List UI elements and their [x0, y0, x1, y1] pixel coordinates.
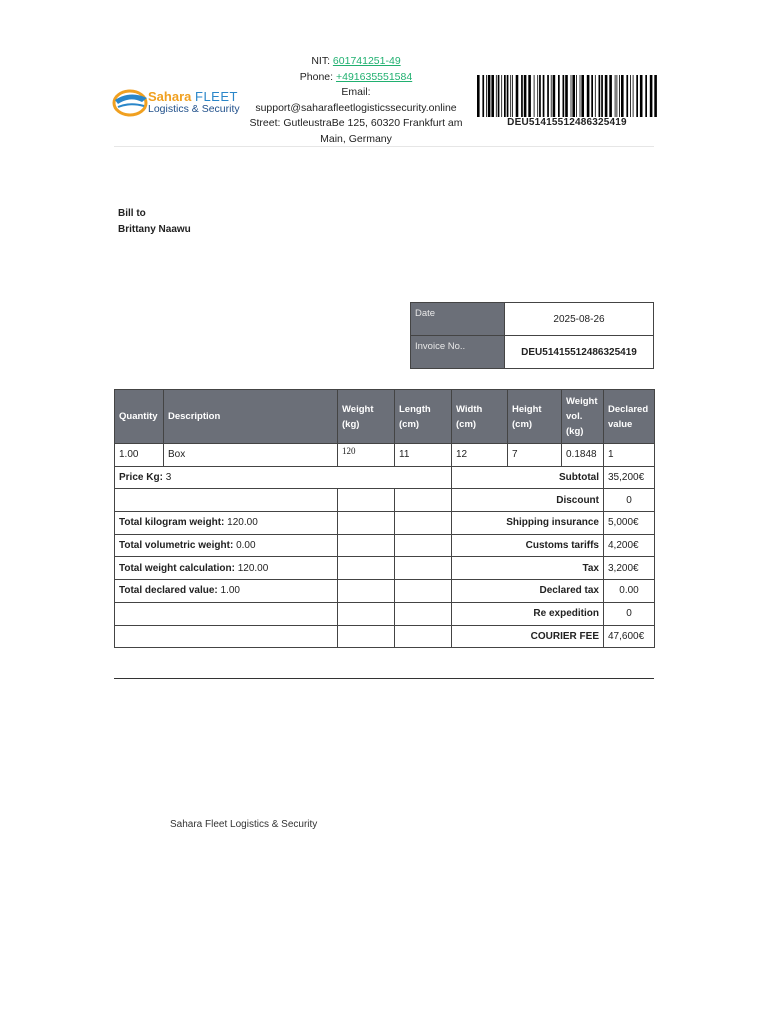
total-kg-label: Total kilogram weight:: [119, 517, 225, 529]
reexp-value: 0: [604, 602, 655, 625]
total-calc-label: Total weight calculation:: [119, 562, 235, 574]
total-declared-cell: [115, 580, 338, 603]
barcode-bar: [491, 75, 494, 117]
logo-name: Sahara: [148, 89, 192, 104]
barcode-bar: [565, 75, 568, 117]
total-calc-value: 120.00: [237, 562, 269, 574]
barcode-bar: [654, 75, 657, 117]
barcode-bar: [498, 75, 500, 117]
table-row: [115, 466, 655, 489]
barcode-bar: [599, 75, 601, 117]
declared-tax-value: 0.00: [604, 580, 655, 603]
barcode-bar: [645, 75, 647, 117]
barcode-bar: [504, 75, 506, 117]
total-vol-label: Total volumetric weight:: [119, 540, 234, 552]
barcode-bar: [609, 75, 612, 117]
barcode-bar: [486, 75, 487, 117]
subtotal-label: Subtotal: [452, 466, 604, 489]
plane-swoosh-icon: [112, 86, 150, 118]
barcode-bar: [626, 75, 628, 117]
barcode-bar: [563, 75, 565, 117]
total-declared-value: 1.00: [220, 585, 240, 597]
tax-value: 3,200€: [604, 557, 655, 580]
table-row: [115, 512, 655, 535]
barcode-bar: [553, 75, 556, 117]
barcode-bar: [640, 75, 643, 117]
item-height: 7: [508, 444, 562, 467]
bill-to-label: Bill to: [118, 208, 146, 219]
street-line: Street: GutleustraBe 125, 60320 Frankfurt am Main, Germany: [249, 117, 463, 145]
date-value: 2025-08-26: [505, 303, 654, 336]
barcode-bar: [551, 75, 552, 117]
discount-label: Discount: [452, 489, 604, 512]
barcode-bar: [534, 75, 535, 117]
item-quantity: 1.00: [115, 444, 164, 467]
barcode-bar: [591, 75, 593, 117]
barcode-bar: [507, 75, 509, 117]
tax-label: Tax: [452, 557, 604, 580]
phone-link[interactable]: +491635551584: [335, 70, 413, 83]
barcode-bar: [516, 75, 519, 117]
company-contact: [240, 54, 472, 147]
barcode-bar: [572, 75, 575, 117]
item-description: Box: [164, 444, 338, 467]
table-row: [115, 580, 655, 603]
barcode-number: DEU51415512486325419: [507, 117, 627, 128]
barcode-bar: [615, 75, 616, 117]
barcode-bar: [521, 75, 523, 117]
price-kg-cell: [115, 466, 452, 489]
declared-tax-label: Declared tax: [452, 580, 604, 603]
price-kg-value: 3: [165, 472, 172, 484]
table-row: [115, 489, 655, 512]
logo-fleet: FLEET: [195, 89, 238, 104]
barcode-bar: [601, 75, 603, 117]
table-row: [115, 602, 655, 625]
barcode-bar: [650, 75, 653, 117]
table-row: [115, 534, 655, 557]
barcode-bar: [605, 75, 608, 117]
barcode-bar: [512, 75, 513, 117]
table-row: [115, 557, 655, 580]
footer-divider: [114, 678, 654, 679]
barcode-bar: [617, 75, 618, 117]
header-height: Height (cm): [508, 390, 562, 444]
table-header-row: [115, 390, 655, 444]
barcode-image: [476, 75, 658, 117]
barcode-bar: [510, 75, 511, 117]
invoice-no-value: DEU51415512486325419: [505, 336, 654, 369]
barcode-bar: [581, 75, 584, 117]
header-description: Description: [164, 390, 338, 444]
company-logo: [112, 86, 242, 118]
barcode-bar: [528, 75, 531, 117]
barcode-bar: [558, 75, 560, 117]
header-quantity: Quantity: [115, 390, 164, 444]
logo-tagline: Logistics & Security: [148, 103, 240, 115]
barcode-bar: [501, 75, 502, 117]
header-weight: Weight (kg): [338, 390, 395, 444]
barcode-bar: [633, 75, 634, 117]
insurance-label: Shipping insurance: [452, 512, 604, 535]
barcode-bar: [595, 75, 596, 117]
barcode-bar: [488, 75, 491, 117]
barcode-bar: [636, 75, 638, 117]
footer-company: Sahara Fleet Logistics & Security: [170, 819, 318, 830]
barcode-bar: [524, 75, 527, 117]
customs-value: 4,200€: [604, 534, 655, 557]
item-length: 11: [395, 444, 452, 467]
barcode-bar: [587, 75, 590, 117]
barcode-bar: [537, 75, 538, 117]
reexp-label: Re expedition: [452, 602, 604, 625]
item-declared: 1: [604, 444, 655, 467]
nit-link[interactable]: 601741251-49: [332, 55, 401, 67]
header-weight-vol: Weight vol. (kg): [562, 390, 604, 444]
insurance-value: 5,000€: [604, 512, 655, 535]
barcode-bar: [576, 75, 577, 117]
subtotal-value: 35,200€: [604, 466, 655, 489]
courier-label: COURIER FEE: [452, 625, 604, 648]
barcode-bar: [547, 75, 549, 117]
table-row: [115, 625, 655, 648]
barcode-bar: [482, 75, 484, 117]
invoice-info-box: [410, 302, 654, 369]
bill-to-name: Brittany Naawu: [118, 224, 191, 235]
customs-label: Customs tariffs: [452, 534, 604, 557]
barcode-bar: [496, 75, 497, 117]
barcode-bar: [621, 75, 624, 117]
nit-label: NIT:: [311, 55, 330, 67]
total-declared-label: Total declared value:: [119, 585, 218, 597]
total-vol-cell: [115, 534, 338, 557]
date-label: Date: [411, 303, 505, 336]
header-width: Width (cm): [452, 390, 508, 444]
header-declared: Declared value: [604, 390, 655, 444]
item-weight: 120: [338, 444, 395, 467]
barcode-bar: [477, 75, 480, 117]
item-weight-vol: 0.1848: [562, 444, 604, 467]
invoice-no-label: Invoice No..: [411, 336, 505, 369]
discount-value: 0: [604, 489, 655, 512]
barcode-bar: [539, 75, 541, 117]
total-vol-value: 0.00: [236, 540, 256, 552]
barcode-bar: [619, 75, 620, 117]
email-line: Email: support@saharafleetlogisticssecurity.online: [255, 86, 457, 114]
price-kg-label: Price Kg:: [119, 472, 163, 484]
barcode-bar: [571, 75, 572, 117]
items-table: [114, 389, 655, 648]
item-width: 12: [452, 444, 508, 467]
courier-value: 47,600€: [604, 625, 655, 648]
total-calc-cell: [115, 557, 338, 580]
table-row: [115, 444, 655, 467]
bill-to: [118, 206, 191, 238]
total-kg-value: 120.00: [227, 517, 258, 529]
total-kg-cell: [115, 512, 338, 535]
barcode-bar: [543, 75, 545, 117]
barcode-bar: [580, 75, 581, 117]
barcode-bar: [630, 75, 631, 117]
header-divider: [114, 146, 654, 147]
header-length: Length (cm): [395, 390, 452, 444]
phone-label: Phone:: [299, 70, 334, 83]
